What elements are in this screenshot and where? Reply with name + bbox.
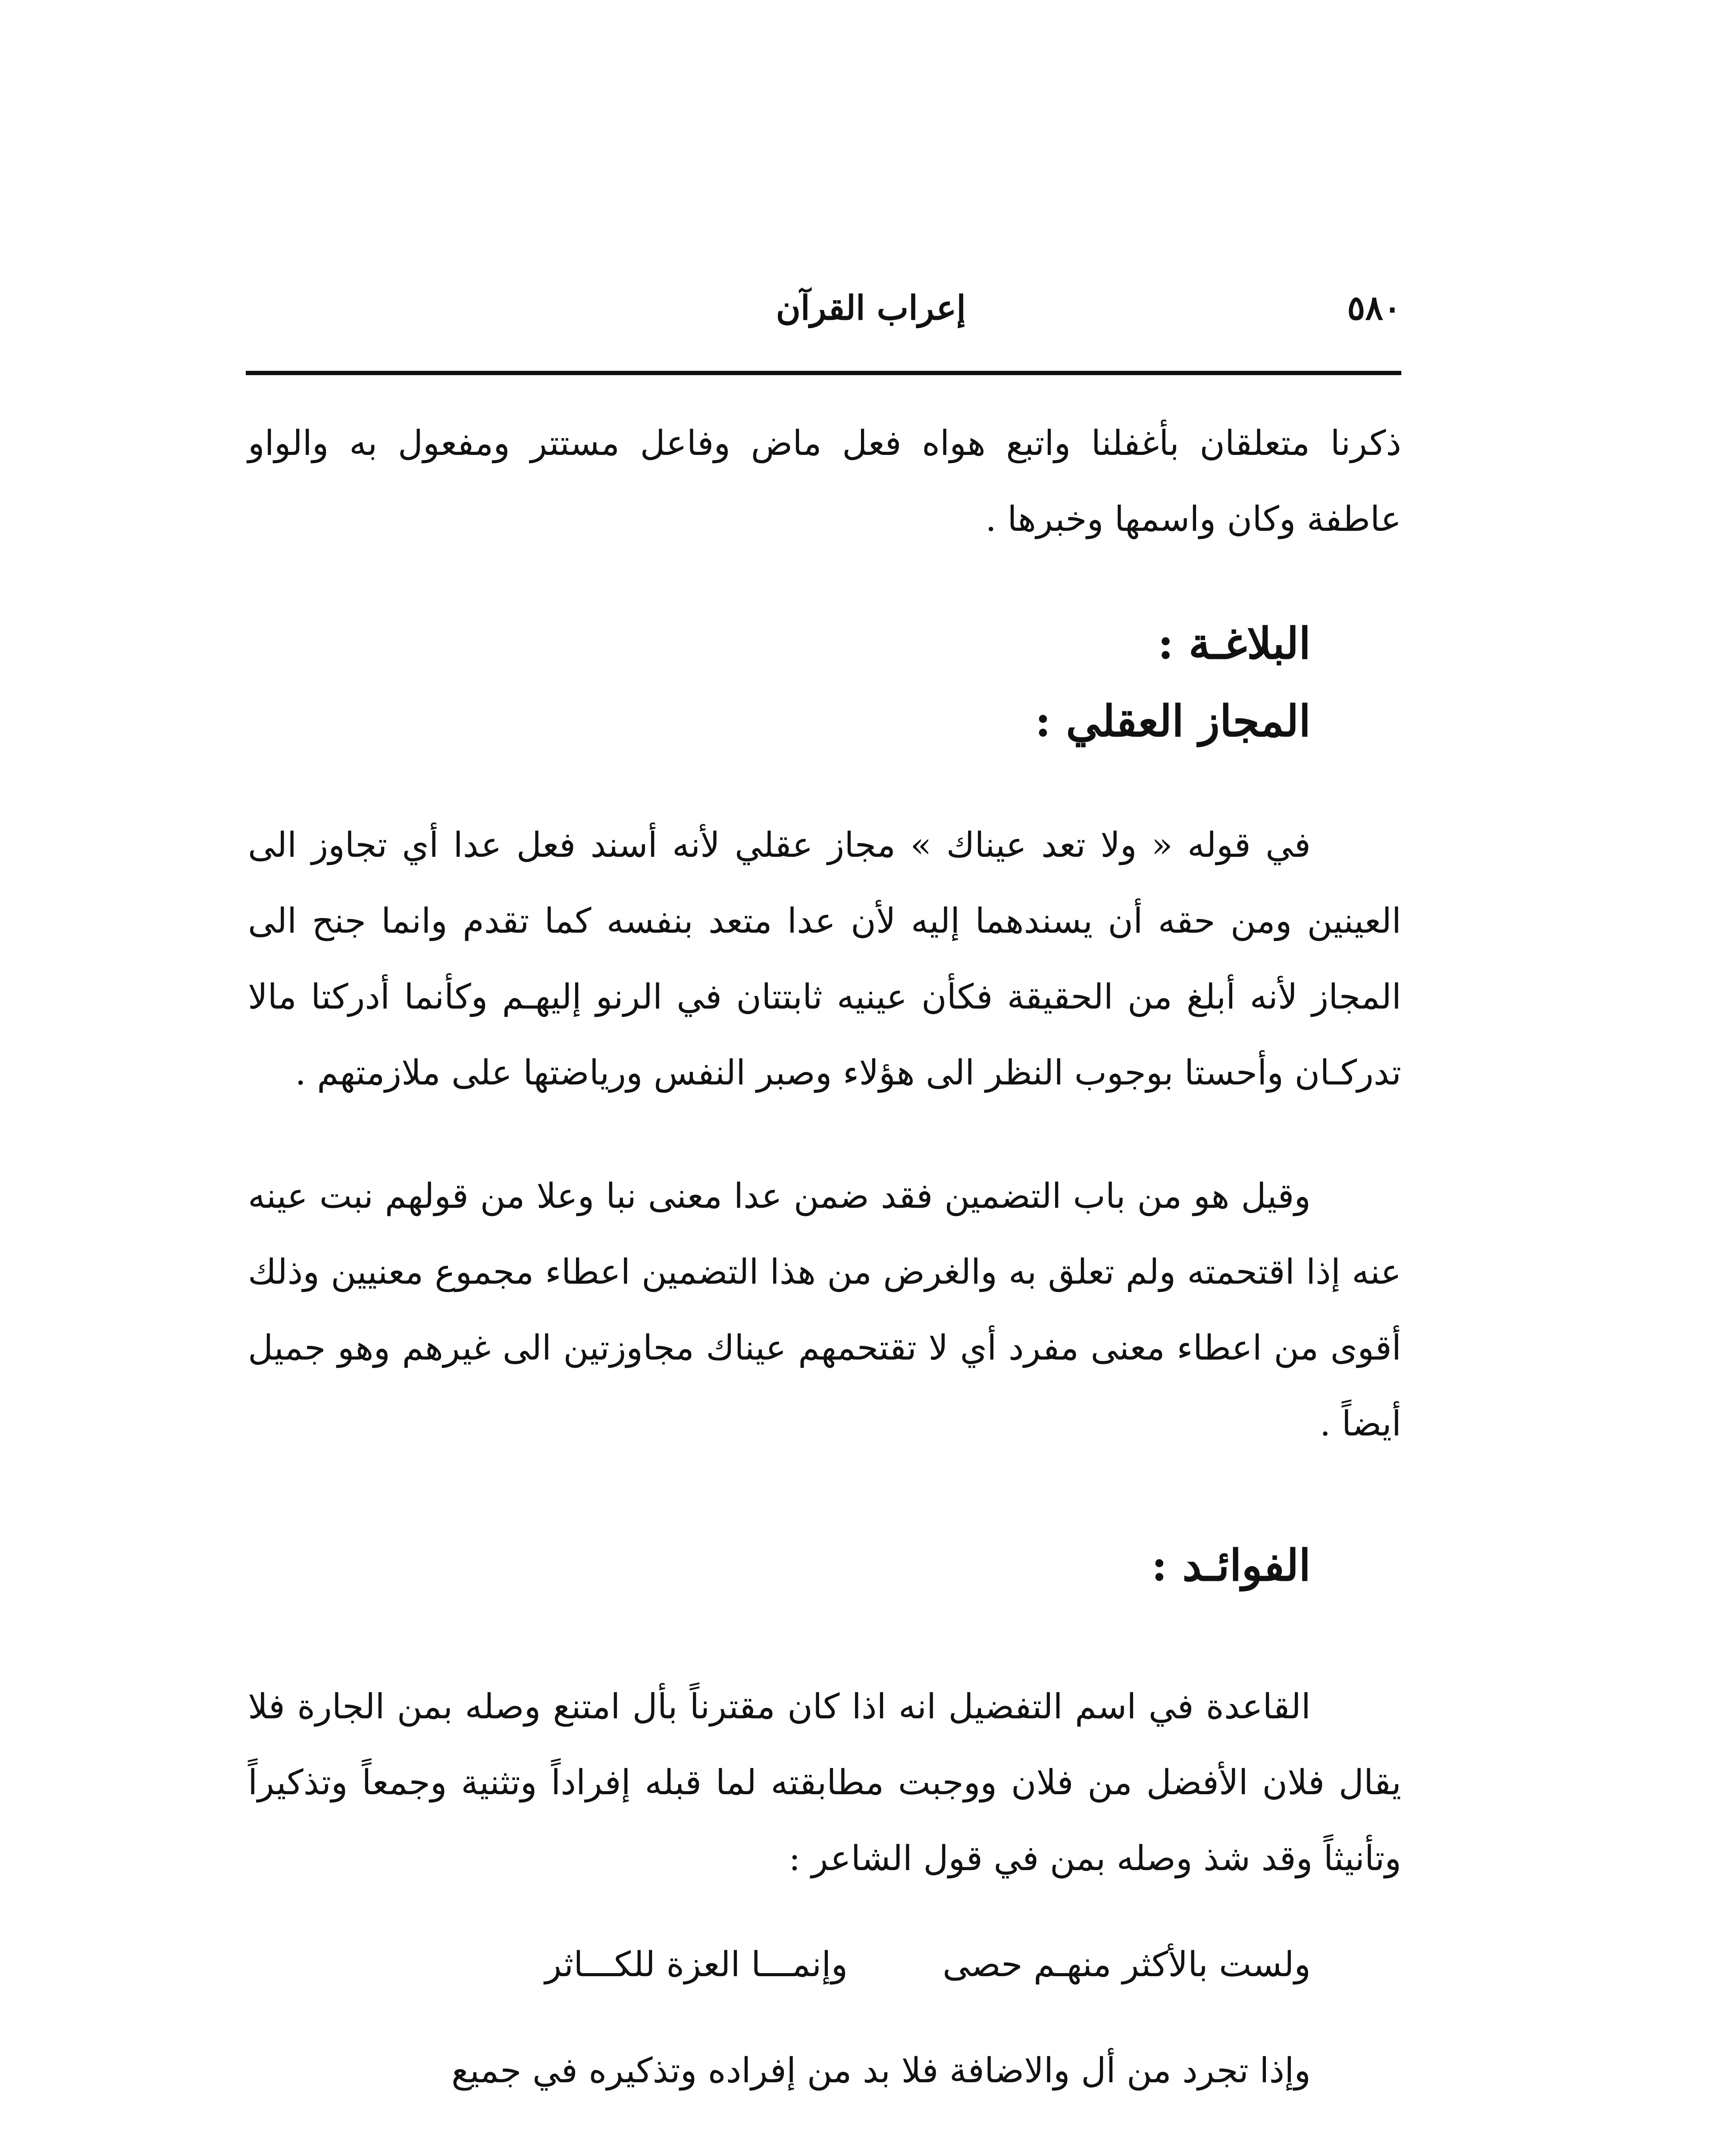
paragraph-tajarrud: وإذا تجرد من أل والاضافة فلا بد من إفراده وتذكيره في جميع bbox=[451, 2050, 1311, 2090]
running-title: إعراب القرآن bbox=[776, 288, 966, 328]
page-body bbox=[248, 405, 1401, 2109]
heading-majaz-aqli: المجاز العقلي : bbox=[1035, 696, 1311, 746]
paragraph-qaida: القاعدة في اسم التفضيل انه اذا كان مقترناً بأل امتنع وصله بمن الجارة فلا يقال فلان الأفضل من فلان ووجبت مطابقته لما قبله إفراداً وتثنية وجمعاً وتذكيراً وتأنيثاً وقد شذ وصله بمن في قول الشاعر : bbox=[248, 1686, 1401, 1878]
header-rule bbox=[246, 371, 1401, 375]
heading-fawaid: الفوائـد : bbox=[1151, 1540, 1311, 1591]
verse-first-hemistich: ولست بالأكثر منهـم حصى bbox=[943, 1944, 1311, 1984]
paragraph-tadmin: وقيل هو من باب التضمين فقد ضمن عدا معنى نبا وعلا من قولهم نبت عينه عنه إذا اقتحمته ولم تعلق به والغرض من هذا التضمين اعطاء مجموع معنيين وذلك أقوى من اعطاء معنى مفرد أي لا تقتحمهم عيناك مجاوزتين الى غيرهم وهو جميل أيضاً . bbox=[248, 1176, 1401, 1444]
paragraph-intro: ذكرنا متعلقان بأغفلنا واتبع هواه فعل ماض وفاعل مستتر ومفعول به والواو عاطفة وكان واسمها وخبرها . bbox=[248, 423, 1402, 539]
verse-second-hemistich: وإنمـــا العزة للكـــاثر bbox=[545, 1944, 848, 1984]
paragraph-majaz: في قوله « ولا تعد عيناك » مجاز عقلي لأنه أسند فعل عدا أي تجاوز الى العينين ومن حقه أن يسندهما إليه لأن عدا متعد بنفسه كما تقدم وانما جنح الى المجاز لأنه أبلغ من الحقيقة فكأن عينيه ثابتتان في الرنو إليهـم وكأنما أدركتا مالا تدركـان وأحستا بوجوب النظر الى هؤلاء وصبر النفس ورياضتها على ملازمتهم . bbox=[248, 825, 1401, 1093]
poetry-verse bbox=[248, 1927, 1401, 2002]
page-number: ٥٨٠ bbox=[1347, 288, 1401, 328]
running-header bbox=[246, 276, 1401, 341]
heading-balagha: البلاغـة : bbox=[1157, 618, 1311, 669]
